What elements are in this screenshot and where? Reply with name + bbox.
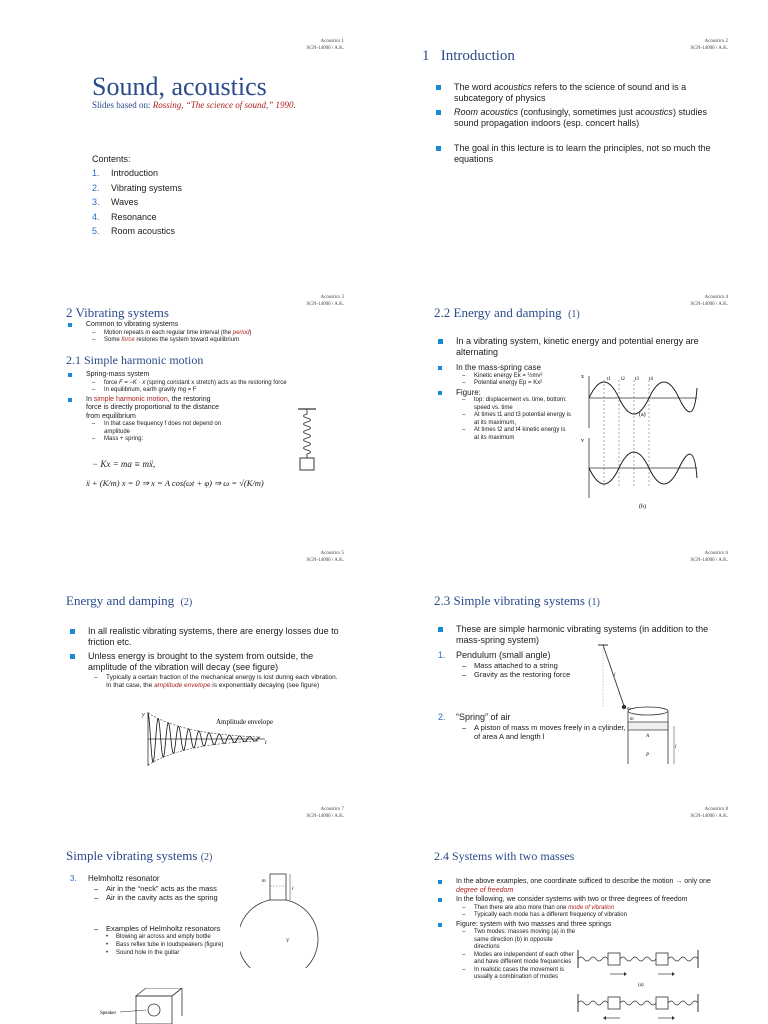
- contents-item: 2. Vibrating systems: [92, 182, 182, 193]
- slide-header: Acoustics 3 SGN-14006 / A.K.: [306, 295, 344, 307]
- slide-5: [0, 512, 384, 768]
- figure-label-a: (a): [639, 412, 646, 418]
- spring-mass-icon: [296, 408, 318, 478]
- numbered-list: [438, 650, 588, 682]
- numbered-list: [438, 712, 628, 744]
- slide-header: Acoustics 5 SGN-14006 / A.K.: [306, 551, 344, 563]
- speaker-label: Speaker: [100, 1011, 117, 1016]
- sub-item: – A piston of mass m moves freely in a cylinder, of area A and length l: [462, 723, 628, 741]
- sub-item: – At times t2 and t4 kinetic energy is at its maximum: [462, 427, 572, 442]
- slide-title: 2.3 Simple vibrating systems (1): [434, 593, 600, 608]
- slide-subtitle: Slides based on: Rossing, “The science of sound,” 1990.: [92, 100, 296, 110]
- bullet-item: Room acoustics (confusingly, sometimes just acoustics) studies sound propagation indoors (esp. concert halls): [436, 107, 724, 129]
- bullet-item: Common to vibrating systems – Motion repeats in each regular time interval (the period) – Some force restores the system toward equilibrium: [68, 321, 344, 345]
- helmholtz-resonator-figure: [240, 872, 330, 968]
- slide-7: [0, 768, 384, 1024]
- slide-8: [384, 768, 768, 1024]
- slide-2: [384, 0, 768, 256]
- bullet-item: In the following, we consider systems with two or three degrees of freedom – Then there are also more than one mode of vibration – Typically each mode has a different frequency of vibration: [438, 896, 728, 920]
- energy-waveform-figure: [579, 368, 699, 510]
- time-label: t2: [621, 377, 625, 382]
- sub-item: – In realistic cases the movement is usually a combination of modes: [462, 967, 578, 982]
- slide-header: Acoustics 8 SGN-14006 / A.K.: [690, 807, 728, 819]
- slide-title: 1 Introduction: [422, 48, 515, 64]
- contents-item: 4. Resonance: [92, 211, 157, 222]
- numbered-list: [70, 873, 234, 960]
- bullet-item: Figure: – top: displacement vs. time, bottom: speed vs. time – At times t1 and t3 potential energy is at its maximum, – At times t2 and t4 kinetic energy is at its maximum: [438, 389, 572, 443]
- mode-b-drawing: [578, 994, 698, 1020]
- sub-item: – Some force restores the system toward equilibrium: [92, 337, 344, 345]
- slide-title: 2.2 Energy and damping (1): [434, 305, 580, 320]
- bullet-item: In the mass-spring case – Kinetic energy Ek = ½mv² – Potential energy Ep = Kx²: [438, 364, 572, 388]
- sub-item: – Kinetic energy Ek = ½mv²: [462, 373, 572, 381]
- sub-item: – Typically each mode has a different frequency of vibration: [462, 912, 728, 920]
- slide-title: Sound, acoustics: [92, 72, 267, 101]
- slide-header: Acoustics 1 SGN-14006 / A.K.: [306, 39, 344, 51]
- section-title: 2.1 Simple harmonic motion: [66, 353, 204, 367]
- bullet-list: [68, 321, 344, 346]
- sub-item: – Mass + spring:: [92, 436, 224, 444]
- area-label: A: [646, 734, 650, 739]
- slide-header: Acoustics 6 SGN-14006 / A.K.: [690, 551, 728, 563]
- bullet-item: In simple harmonic motion, the restoring force is directly proportional to the distance from equilibrium – In that case frequency f does not depend on amplitude – Mass + spring:: [68, 396, 224, 444]
- subsub-item: • Sound hole in the guitar: [106, 949, 234, 957]
- bullet-list: [70, 626, 344, 693]
- contents-list: [92, 154, 182, 241]
- bullet-item: Spring-mass system – force F = −K · x (spring constant x stretch) acts as the restoring force – In equilibrium, earth gravity mg = F: [68, 371, 344, 395]
- axis-x-label: x: [581, 374, 584, 380]
- slide-6: [384, 512, 768, 768]
- slide-1: [0, 0, 384, 256]
- bullet-item: In all realistic vibrating systems, there are energy losses due to friction etc.: [70, 626, 344, 648]
- sub-item: – Typically a certain fraction of the mechanical energy is lost during each vibration. In that case, the amplitude envelope is exponentially decaying (see figure): [94, 674, 344, 690]
- subsub-item: • Blowing air across and empty bottle: [106, 933, 234, 941]
- sub-item: – Gravity as the restoring force: [462, 670, 588, 679]
- sub-item: – At times t1 and t3 potential energy is at its maximum,: [462, 412, 572, 427]
- axis-y-label: y: [142, 712, 145, 718]
- mode-a-label: (a): [638, 983, 644, 988]
- bullet-item: The word acoustics refers to the science of sound and is a subcategory of physics: [436, 82, 724, 104]
- slide-header: Acoustics 4 SGN-14006 / A.K.: [690, 295, 728, 307]
- bullet-item: In the above examples, one coordinate sufficed to describe the motion → only one degree of freedom: [438, 878, 728, 895]
- volume-label: V: [286, 939, 290, 944]
- bullet-list: [438, 364, 572, 443]
- sub-item: – force F = −K · x (spring constant x stretch) acts as the restoring force: [92, 380, 344, 388]
- time-label: t4: [649, 377, 653, 382]
- slide-4: [384, 256, 768, 512]
- time-label: t1: [607, 377, 611, 382]
- bullet-list: [438, 624, 728, 649]
- sub-item: – In equilibrium, earth gravity mg = F: [92, 387, 344, 395]
- bullet-item: The goal in this lecture is to learn the principles, not so much the equations: [436, 143, 724, 165]
- length-label: l: [614, 673, 616, 678]
- slide-header: Acoustics 2 SGN-14006 / A.K.: [690, 39, 728, 51]
- subsub-item: • Bass reflex tube in loudspeakers (figure): [106, 941, 234, 949]
- piston-mass-label: m: [630, 717, 634, 722]
- sub-item: – Then there are also more than one mode of vibration: [462, 905, 728, 913]
- sub-item: – Potential energy Ep = Kx²: [462, 380, 572, 388]
- bullet-item: Unless energy is brought to the system from outside, the amplitude of the vibration will decay (see figure) – Typically a certain fraction of the mechanical energy is lost during each vibration. In that case, the amplitude envelope is exponentially decaying (see figure): [70, 651, 344, 690]
- sub-item: – Examples of Helmholtz resonators: [94, 924, 234, 933]
- bullet-item: In a vibrating system, kinetic energy and potential energy are alternating: [438, 336, 732, 358]
- neck-mass-label: m: [262, 879, 266, 884]
- two-mass-system-figure: [576, 948, 710, 1024]
- contents-label: Contents:: [92, 154, 131, 164]
- mass-label: m: [627, 707, 631, 712]
- contents-item: 3. Waves: [92, 197, 139, 207]
- air-cylinder-figure: [624, 704, 680, 768]
- slide-title: Energy and damping (2): [66, 593, 193, 608]
- pressure-label: P: [646, 753, 650, 758]
- sub-item: – Modes are independent of each other and have different mode frequencies: [462, 952, 578, 967]
- slide-title: 2.4 Systems with two masses: [434, 849, 575, 863]
- axis-t-label: t: [265, 740, 267, 746]
- envelope-label: Amplitude envelope: [216, 718, 273, 726]
- contents-item: 1. Introduction: [92, 168, 159, 178]
- sub-item: – Air in the “neck” acts as the mass: [94, 884, 234, 893]
- bullet-list: [436, 82, 724, 168]
- mode-a-drawing: [578, 950, 698, 988]
- sub-item: – In that case frequency f does not depend on amplitude: [92, 421, 224, 436]
- figure-label-b: (b): [639, 504, 646, 510]
- length-label: l: [675, 745, 677, 750]
- sub-item: – Mass attached to a string: [462, 661, 588, 670]
- sub-item: – Two modes: masses moving (a) in the same direction (b) in opposite directions: [462, 929, 578, 952]
- equation-newton: − Kx = ma ≡ mẍ,: [92, 459, 156, 469]
- sub-item: – top: displacement vs. time, bottom: speed vs. time: [462, 397, 572, 412]
- slide-header: Acoustics 7 SGN-14006 / A.K.: [306, 807, 344, 819]
- numbered-item: 1. Pendulum (small angle) – Mass attached to a string – Gravity as the restoring force: [438, 650, 588, 679]
- sub-item: – Motion repeats in each regular time interval (the period): [92, 330, 344, 338]
- numbered-item: 2. “Spring” of air – A piston of mass m moves freely in a cylinder, of area A and length l: [438, 712, 628, 741]
- slide-title: 2 Vibrating systems: [66, 305, 169, 320]
- equation-solution: ẍ + (K/m) x = 0 ⇒ x = A cos(ωt + φ) ⇒ ω = √(K/m): [86, 478, 264, 488]
- axis-v-label: v: [581, 438, 584, 444]
- bullet-item: Figure: system with two masses and three springs – Two modes: masses moving (a) in the same direction (b) in opposite directions – Modes are independent of each other and have different mode frequencies – In realistic cases the movement is usually a combination of modes: [438, 921, 728, 982]
- bullet-list: [438, 336, 732, 361]
- time-label: t3: [635, 377, 639, 382]
- damped-oscillation-figure: [140, 708, 290, 768]
- slide-title: Simple vibrating systems (2): [66, 848, 213, 863]
- bullet-item: These are simple harmonic vibrating systems (in addition to the mass-spring system): [438, 624, 728, 646]
- contents-item: 5. Room acoustics: [92, 226, 176, 236]
- numbered-item: 3. Helmholtz resonator – Air in the “neck” acts as the mass – Air in the cavity acts as the spring – Examples of Helmholtz resonators • Blowing air across and empty bottle • Bass reflex tube in loudspeakers (figure) • Sound hole in the guitar: [70, 873, 234, 957]
- bass-reflex-speaker-figure: [96, 988, 206, 1024]
- sub-item: – Air in the cavity acts as the spring: [94, 893, 234, 902]
- slide-3: [0, 256, 384, 512]
- neck-length-label: l: [292, 887, 294, 892]
